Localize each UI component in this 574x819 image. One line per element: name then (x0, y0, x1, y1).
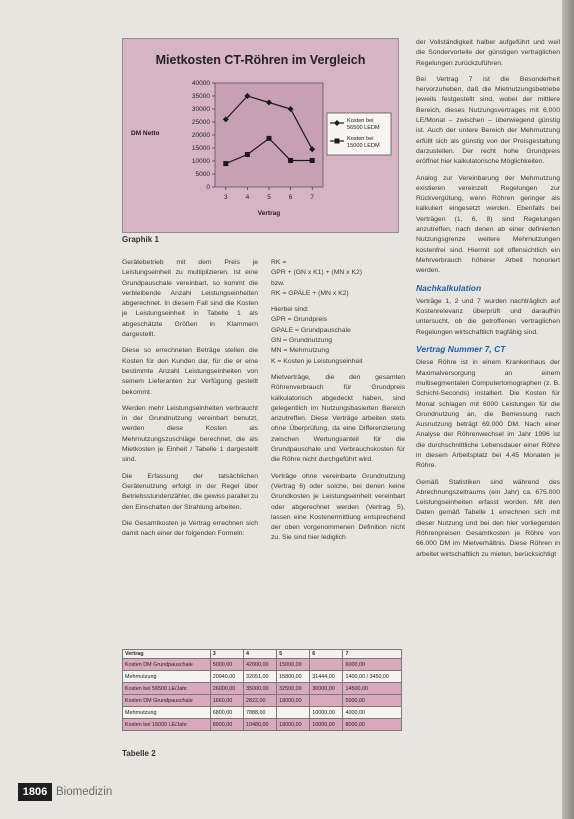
table-header-row (123, 650, 402, 659)
table-header-cell: 6 (310, 650, 343, 659)
book-spine-shadow (562, 0, 574, 819)
table-cell: 15000,00 (277, 659, 310, 671)
table-cell (277, 707, 310, 719)
table-row (123, 659, 402, 671)
data-point (245, 152, 250, 157)
table-cell: 10000,00 (310, 707, 343, 719)
x-tick-label: 5 (267, 194, 271, 201)
table-cell (310, 659, 343, 671)
y-axis-label: DM Netto (131, 130, 160, 137)
paragraph: MN = Mehrnutzung (271, 347, 329, 355)
paragraph: K = Kosten je Leistungseinheit (271, 357, 363, 365)
y-tick-label: 20000 (191, 132, 210, 139)
table-cell: 14500,00 (343, 683, 402, 695)
y-tick-label: 5000 (195, 171, 210, 178)
paragraph: RK = GPALE + (MN x K2) (271, 289, 349, 297)
text-column-2 (271, 258, 405, 550)
table-cell: 20940,00 (210, 671, 243, 683)
table-header-cell: 4 (243, 650, 276, 659)
y-tick-label: 15000 (191, 145, 210, 152)
table-row (123, 719, 402, 731)
page-number: 1806 (18, 783, 52, 801)
data-point (288, 158, 293, 163)
table-cell: 2822,00 (243, 695, 276, 707)
table-header-cell: Vertrag (123, 650, 211, 659)
paragraph: der Vollständigkeit halber aufgeführt und weil die Sondervorteile der günstigen vertraglichen Regelungen zurückzuführen. (416, 39, 560, 67)
y-tick-label: 0 (206, 184, 210, 191)
paragraph: Verträge ohne vereinbarte Grundnutzung (Vertrag 6) oder solche, bei denen keine Grundkosten je Leistungseinheit vereinbart oder abgerechnet werden (Vertrag 5), lassen eine Kostenermittlung entsprechend der oben vorgenommenen Definition nicht zu. Sie sind hier lediglich (271, 472, 405, 542)
legend-label: Kosten bei 56500 LEDM (347, 118, 380, 131)
data-point (310, 158, 315, 163)
table-cell (310, 695, 343, 707)
table-cell: Kosten DM Grundpauschale (123, 659, 211, 671)
chart-plot (123, 39, 398, 232)
y-tick-label: 10000 (191, 158, 210, 165)
table-cell: Kosten bei 56500 LE/Jahr (123, 683, 211, 695)
table-cell: 30000,00 (310, 683, 343, 695)
table-body (123, 659, 402, 731)
paragraph: GN = Grundnutzung (271, 337, 333, 345)
graphic-caption: Graphik 1 (122, 235, 159, 244)
table-cell: 10000,00 (310, 719, 343, 731)
x-axis-label: Vertrag (257, 210, 281, 217)
x-tick-label: 7 (310, 194, 315, 201)
table-cell: 31444,00 (310, 671, 343, 683)
table-cell: 5000,00 (343, 695, 402, 707)
paragraph: Die Erfassung der tatsächlichen Gerätenutzung erfolgt in der Regel über Betriebsstundenzähler, die gewiss parallel zu den Einschalten der Strahlung arbeiten. (122, 472, 258, 511)
table-cell: 32500,00 (277, 683, 310, 695)
table-cell: Kosten bei 15000 LE/Jahr (123, 719, 211, 731)
table-row (123, 707, 402, 719)
paragraph: Analog zur Vereinbarung der Mehrnutzung existieren vereinzelt Regelungen zur Rückvergütung, wenn Röhren geringer als kalkuliert eingesetzt werden. Ebenfalls bei Verträgen (1, 6, 8) sind Regelungen anzutreffen, nach denen ab einer definierten Nutzungsgrenze weitere Mehrnutzungen kostenfrei sind. Hiermit soll offensichtlich ein Mehrverbrauch höherer Arbeit honoriert werden. (416, 174, 560, 275)
legend-label: Kosten bei 15000 LEDM (347, 136, 380, 149)
paragraph: Gemäß Statistiken sind während des Abrechnungszeitraums (ein Jahr) ca. 675.000 Leistungseinheiten erfasst worden. Mit den Daten gemäß Tabelle 1 errechnen sich mit dieser Nutzung und bei den hier vorliegenden Röhrenpreisen Gesamtkosten je Röhre von 66.000 DM im Mietverhältnis. Diese Röhren in arbeitet wirtschaftlich zu mieten, berücksichtigt (416, 478, 560, 558)
table-cell: 8900,00 (210, 719, 243, 731)
table-cell: Mehrnutzung (123, 671, 211, 683)
footer-word: Biomedizin (56, 786, 113, 798)
paragraph: Die Gesamtkosten je Vertrag errechnen sich damit nach einer der folgenden Formeln: (122, 519, 258, 538)
table-cell: 6000,00 (343, 659, 402, 671)
x-tick-label: 4 (245, 194, 250, 201)
paragraph: Gerätebetrieb mit dem Preis je Leistungseinheit zu multiplizieren. Ist eine Grundpauschale vereinbart, so kommt die verbleibende Anzahl Leistungseinheiten abgerechnet. In diesem Fall sind die Kosten je Leistungseinheit in Tabelle 1 als abgeschätzte Größen in Klammern dargestellt. (122, 259, 258, 339)
section-heading: Nachkalkulation (416, 282, 482, 293)
plot-area (215, 83, 323, 187)
table-cell: 1400,00 / 3450,00 (343, 671, 402, 683)
text-column-1 (122, 258, 258, 545)
y-tick-label: 30000 (191, 106, 210, 113)
table-row (123, 695, 402, 707)
paragraph: GPR = Grundpreis (271, 316, 328, 324)
table-cell: 6800,00 (210, 707, 243, 719)
table-cell: 26000,00 (210, 683, 243, 695)
cost-table (122, 649, 402, 731)
table-cell: 35000,00 (243, 683, 276, 695)
data-point (267, 136, 272, 141)
table-row (123, 671, 402, 683)
table-header-cell: 7 (343, 650, 402, 659)
chart-figure (122, 38, 399, 233)
table-cell: 10480,00 (243, 719, 276, 731)
table-cell: 18000,00 (277, 695, 310, 707)
table-cell: 5000,00 (210, 659, 243, 671)
y-tick-label: 35000 (191, 93, 210, 100)
y-tick-label: 40000 (191, 80, 210, 87)
paragraph: GPALE = Grundpauschale (271, 326, 351, 334)
paragraph: GPR + (GN x K1) + (MN x K2) (271, 269, 363, 277)
legend-marker (335, 139, 340, 144)
table-cell: 32051,00 (243, 671, 276, 683)
paragraph: Bei Vertrag 7 ist die Besonderheit hervorzuheben, daß die Mietnutzungsbetriebe jeweils festgestellt sind, wobei der mittlere Bereich, dieses Nutzungsvertrages mit 6.000 LE/Monat – zwischen – überwiegend günstig ist. Auch der untere Bereich der Mehrnutzung erfüllt sich als günstig von der Preisgestaltung darzustellen. Der recht hohe Grundpreis eröffnet hier kalkulatorische Möglichkeiten. (416, 75, 560, 166)
table-cell: 8000,00 (343, 719, 402, 731)
table-cell: Kosten DM Grundpauschale (123, 695, 211, 707)
table-cell: 42000,00 (243, 659, 276, 671)
text-column-3 (416, 38, 560, 566)
paragraph: Werden mehr Leistungseinheiten verbraucht in der Grundnutzung vereinbart benutzt, werden diese Kosten als Mehrnutzungszuschläge berechnet, die als Mietkosten je Einheit / Tabelle 1 dargestellt sind. (122, 404, 258, 464)
y-tick-label: 25000 (191, 119, 210, 126)
paragraph: Diese Röhre ist in einem Krankenhaus der Maximalversorgung an einem multisegmentalen Computertomographen (z. B. Schicht-Seconds) installiert. Die Kosten für Monat schlagen mit 6000 Leistungen für die Grundnutzung an, die Bemessung nach Ausnutzung beträgt 69.000 DM. Nach einer Analyse der Röhrenwechsel im Jahr 1996 ist die durchschnittliche Lebensdauer einer Röhre in diesem Arbeitsplatz bei 4,45 Monaten je Röhre. (416, 359, 560, 470)
table-cell: 7888,00 (243, 707, 276, 719)
x-tick-label: 3 (223, 194, 228, 201)
paragraph: bzw. (271, 279, 285, 287)
paragraph: Mietverträge, die den gesamten Röhrenverbrauch für Grundpreis kalkulatorisch abgedeckt haben, sind gelegentlich im Nutzungsbasierten Bereich anzutreffen. Diese Verträge arbeiten stets ohne Überprüfung, da eine Differenzierung zwischen Wertungsanteil für die Grundpauschale und Verbrauchskosten für die Röhre nicht durchgeführt wird. (271, 373, 405, 464)
table-caption: Tabelle 2 (122, 749, 156, 758)
table-cell: 4000,00 (343, 707, 402, 719)
paragraph: Diese so errechneten Beträge stellen die Kosten für den Kunden dar, für die er eine bestimmte Anzahl Leistungseinheiten von seinem Lieferanten zur Verfügung gestellt bekommt. (122, 347, 258, 396)
paragraph: Verträge 1, 2 und 7 wurden nachträglich auf Kostenrelevanz überprüft und daraufhin untersucht, ob die getroffenen vertraglichen Regelungen wirtschaftlich tragfähig sind. (416, 297, 560, 336)
table-cell: 18000,00 (277, 719, 310, 731)
x-tick-label: 6 (288, 194, 293, 201)
paragraph: RK = (271, 259, 287, 266)
table-header-cell: 5 (277, 650, 310, 659)
section-heading: Vertrag Nummer 7, CT (416, 344, 506, 355)
table-header-cell: 3 (210, 650, 243, 659)
table-row (123, 683, 402, 695)
chart-title: Mietkosten CT-Röhren im Vergleich (155, 53, 366, 67)
table-cell: Mehrnutzung (123, 707, 211, 719)
data-point (223, 161, 228, 166)
table-cell: 1660,00 (210, 695, 243, 707)
table-cell: 15800,00 (277, 671, 310, 683)
paragraph: Hierbei sind: (271, 306, 309, 314)
